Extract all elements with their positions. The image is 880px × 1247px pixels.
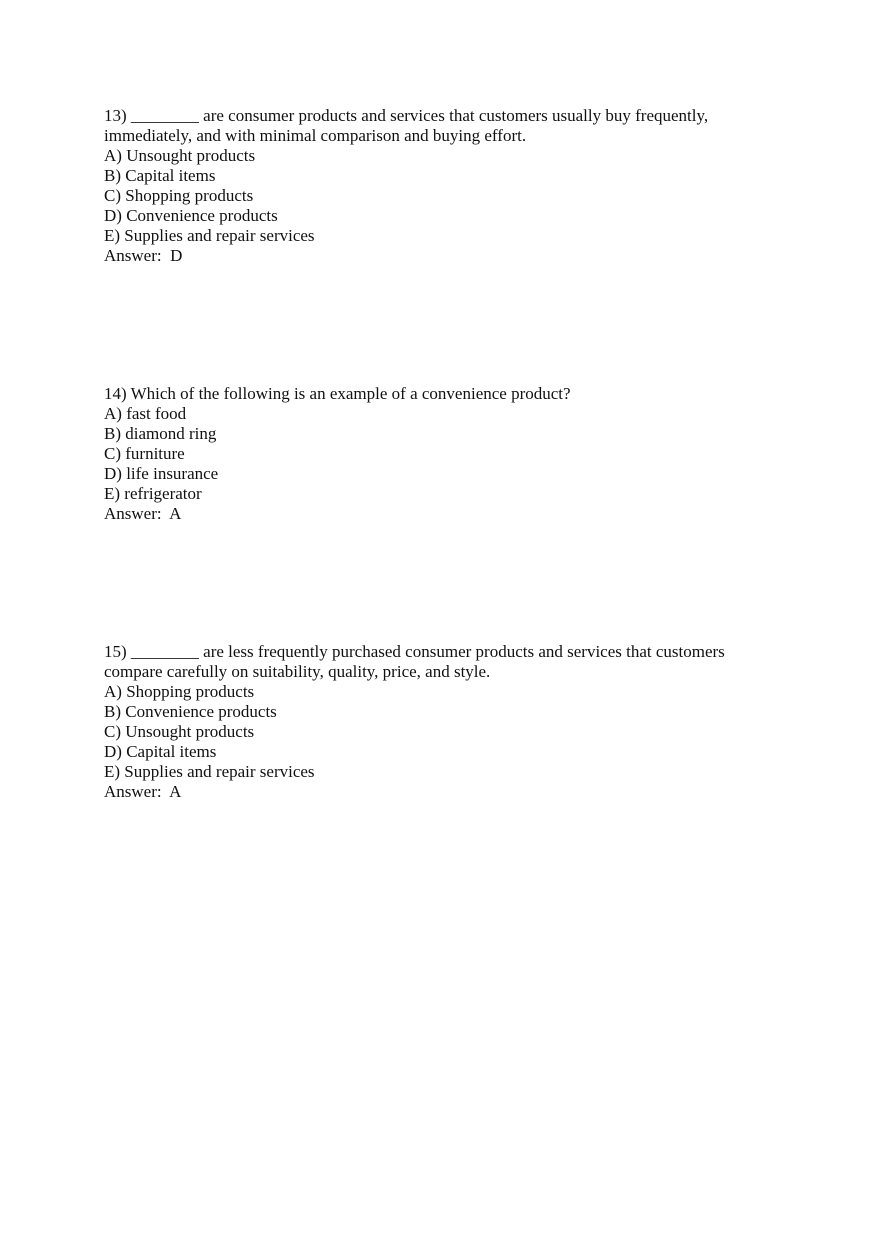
answer-label: Answer: [104,246,162,265]
question-14 [104,384,764,524]
answer-options [104,404,764,504]
question-stem [104,642,764,682]
answer-value: D [170,246,183,265]
option-c: C) Unsought products [104,722,255,741]
answer-options [104,146,764,246]
stem-line-1: 13) ________ are consumer products and services that customers usually buy frequently, [104,106,709,125]
option-d: D) Capital items [104,742,217,761]
option-b: B) diamond ring [104,424,217,443]
question-15 [104,642,764,802]
option-a: A) Unsought products [104,146,256,165]
option-a: A) fast food [104,404,187,423]
option-d: D) life insurance [104,464,219,483]
answer-value: A [169,504,182,523]
option-e: E) Supplies and repair services [104,226,315,245]
option-e: E) refrigerator [104,484,202,503]
stem-line-1: 14) Which of the following is an example of a convenience product? [104,384,571,403]
stem-line-2: immediately, and with minimal comparison and buying effort. [104,126,527,145]
option-b: B) Capital items [104,166,216,185]
answer-label: Answer: [104,782,162,801]
answer-line [104,504,764,524]
question-13 [104,106,764,266]
option-b: B) Convenience products [104,702,277,721]
answer-label: Answer: [104,504,162,523]
question-stem [104,384,764,404]
answer-line [104,246,764,266]
option-d: D) Convenience products [104,206,278,225]
option-c: C) Shopping products [104,186,254,205]
stem-line-2: compare carefully on suitability, quality, price, and style. [104,662,491,681]
stem-line-1: 15) ________ are less frequently purchased consumer products and services that customers [104,642,725,661]
answer-value: A [169,782,182,801]
question-stem [104,106,764,146]
option-a: A) Shopping products [104,682,255,701]
answer-options [104,682,764,782]
option-e: E) Supplies and repair services [104,762,315,781]
option-c: C) furniture [104,444,185,463]
answer-line [104,782,764,802]
